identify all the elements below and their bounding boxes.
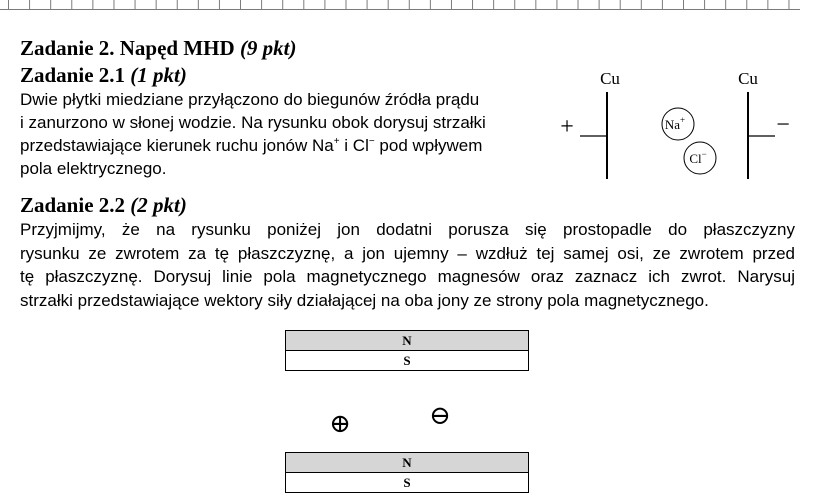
task-2-2-heading [20,193,187,217]
task-2-1-line-2: i zanurzono w słonej wodzie. Na rysunku obok dorysuj strzałki [20,113,486,132]
task-2-1-line-3: przedstawiające kierunek ruchu jonów Na+ i Cl− pod wpływem [20,136,483,155]
task-2-2-title: Zadanie 2.2 [20,193,126,217]
bottom-magnet [285,452,529,493]
task-2-points: (9 pkt) [239,36,297,60]
task-2-heading [20,36,297,60]
task-2-2-points: (2 pkt) [130,193,187,217]
task-2-1-line-4: pola elektrycznego. [20,159,167,178]
task-2-1-line-1: Dwie płytki miedziane przyłączono do biegunów źródła prądu [20,90,480,109]
na-charge-sup: + [333,136,340,147]
top-magnet-north: N [286,331,528,351]
magnet-figure [282,328,532,498]
task-2-1-text [20,88,550,180]
top-magnet-south: S [286,351,528,370]
bottom-magnet-south: S [286,473,528,492]
positive-ion-symbol: ⊕ [329,409,351,438]
cl-charge-sup: − [368,136,375,147]
left-plate-label: Cu [600,69,620,88]
task-2-1-points: (1 pkt) [130,63,187,87]
task-2-1-title: Zadanie 2.1 [20,63,126,87]
task-2-2-line-1: Przyjmijmy, że na rysunku poniżej jon dodatni porusza się prostopadle do płaszczyzny [20,220,795,239]
task-2-title: Zadanie 2. Napęd MHD [20,36,235,60]
task-2-2-line-4: strzałki przedstawiające wektory siły działającej na oba jony ze strony pola magnetycznego. [20,290,709,310]
electrolysis-figure [550,62,800,187]
cl-ion-label: Cl− [689,149,707,166]
task-2-2-text [20,218,795,312]
negative-ion-symbol: ⊖ [429,401,451,430]
task-2-1-heading [20,63,187,87]
right-plate-label: Cu [738,69,758,88]
positive-terminal-sign: + [560,114,574,140]
task-2-2-line-3: tę płaszczyznę. Dorysuj linie pola magnetycznego magnesów oraz zaznacz ich zwrot. Narysuj [20,267,795,286]
na-ion-label: Na+ [664,115,686,132]
bottom-magnet-north: N [286,453,528,473]
answer-grid-strip [0,0,800,10]
task-2-2-line-2: rysunku ze zwrotem za tę płaszczyznę, a jon ujemny – wzdłuż tej samej osi, ze zwrotem przed [20,243,795,263]
negative-terminal-sign: − [776,112,790,138]
